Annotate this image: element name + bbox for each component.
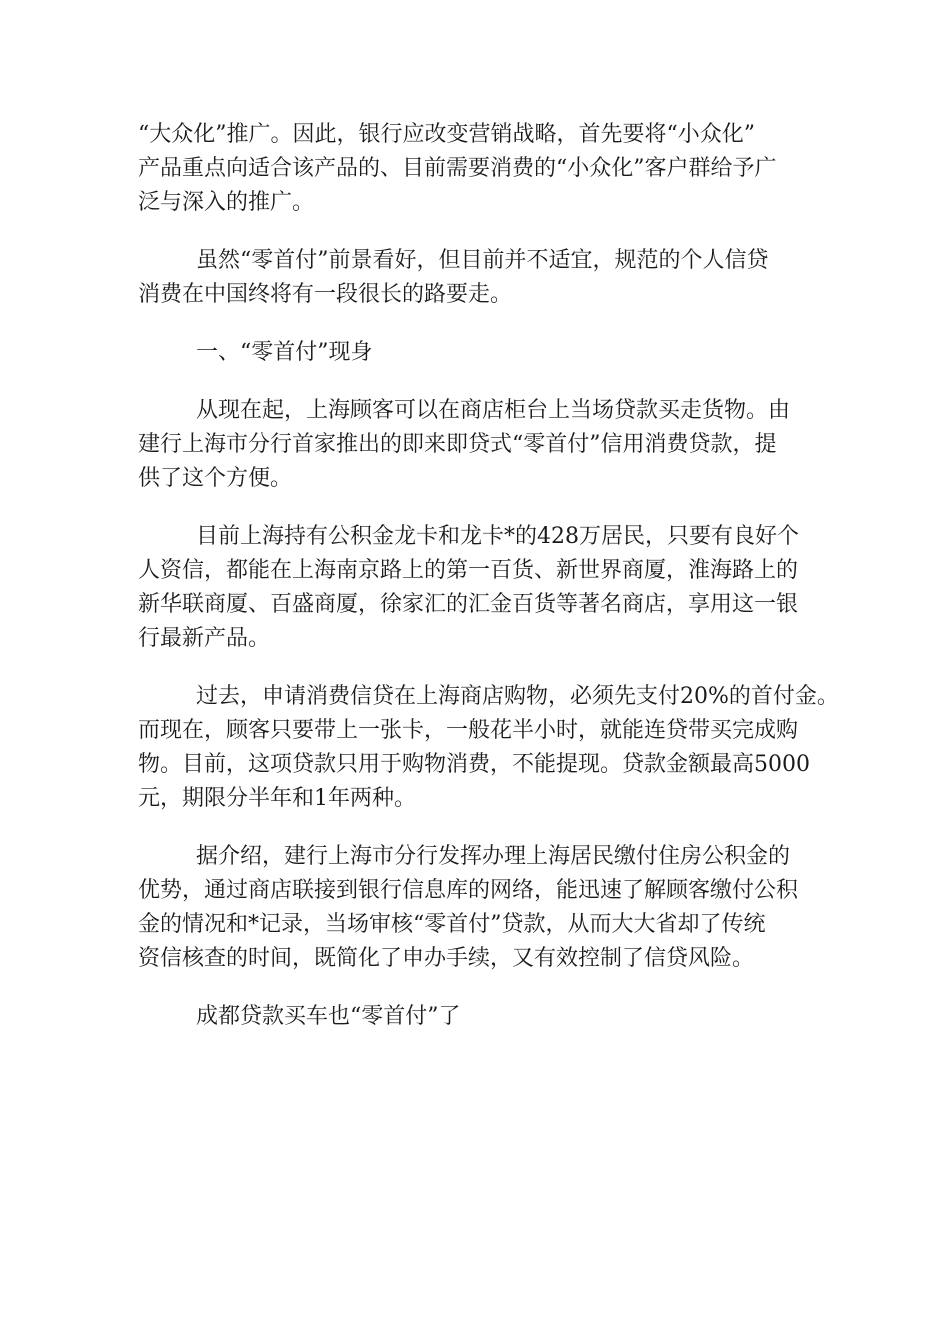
text-line: 建行上海市分行首家推出的即来即贷式“零首付”信用消费贷款，提 [138, 432, 777, 457]
text-line: 人资信，都能在上海南京路上的第一百货、新世界商厦，淮海路上的 [138, 558, 799, 583]
text-line: 优势，通过商店联接到银行信息库的网络，能迅速了解顾客缴付公积 [138, 878, 799, 903]
paragraph-gap [138, 656, 838, 680]
paragraph [138, 520, 838, 656]
paragraph [138, 680, 838, 816]
paragraph-gap [138, 220, 838, 244]
text-line: 据介绍，建行上海市分行发挥办理上海居民缴付住房公积金的 [196, 844, 791, 869]
text-line: 金的情况和*记录，当场审核“零首付”贷款，从而大大省却了传统 [138, 912, 766, 937]
paragraph [138, 840, 838, 976]
text-line: 消费在中国终将有一段很长的路要走。 [138, 282, 513, 307]
text-line: “大众化”推广。因此，银行应改变营销战略，首先要将“小众化” [138, 122, 755, 147]
text-line: 产品重点向适合该产品的、目前需要消费的“小众化”客户群给予广 [138, 156, 777, 181]
text-line: 行最新产品。 [138, 626, 271, 651]
paragraph-gap [138, 370, 838, 394]
paragraph [138, 336, 838, 370]
text-line: 供了这个方便。 [138, 466, 293, 491]
text-line: 一、“零首付”现身 [196, 340, 373, 365]
text-line: 而现在，顾客只要带上一张卡，一般花半小时，就能连贷带买完成购 [138, 718, 799, 743]
text-line: 从现在起，上海顾客可以在商店柜台上当场贷款买走货物。由 [196, 398, 791, 423]
document-body [138, 118, 838, 1034]
paragraph [138, 1000, 838, 1034]
paragraph-gap [138, 496, 838, 520]
paragraph-gap [138, 312, 838, 336]
text-line: 过去，申请消费信贷在上海商店购物，必须先支付20%的首付金。 [196, 684, 839, 709]
text-line: 成都贷款买车也“零首付”了 [196, 1004, 461, 1029]
text-line: 泛与深入的推广。 [138, 190, 315, 215]
text-line: 新华联商厦、百盛商厦，徐家汇的汇金百货等著名商店，享用这一银 [138, 592, 799, 617]
text-line: 虽然“零首付”前景看好，但目前并不适宜，规范的个人信贷 [196, 248, 769, 273]
text-line: 目前上海持有公积金龙卡和龙卡*的428万居民，只要有良好个 [196, 524, 799, 549]
text-line: 物。目前，这项贷款只用于购物消费，不能提现。贷款金额最高5000 [138, 752, 810, 777]
text-line: 资信核查的时间，既简化了申办手续，又有效控制了信贷风险。 [138, 946, 755, 971]
paragraph [138, 244, 838, 312]
text-line: 元，期限分半年和1年两种。 [138, 786, 416, 811]
paragraph [138, 118, 838, 220]
paragraph [138, 394, 838, 496]
paragraph-gap [138, 816, 838, 840]
paragraph-gap [138, 976, 838, 1000]
